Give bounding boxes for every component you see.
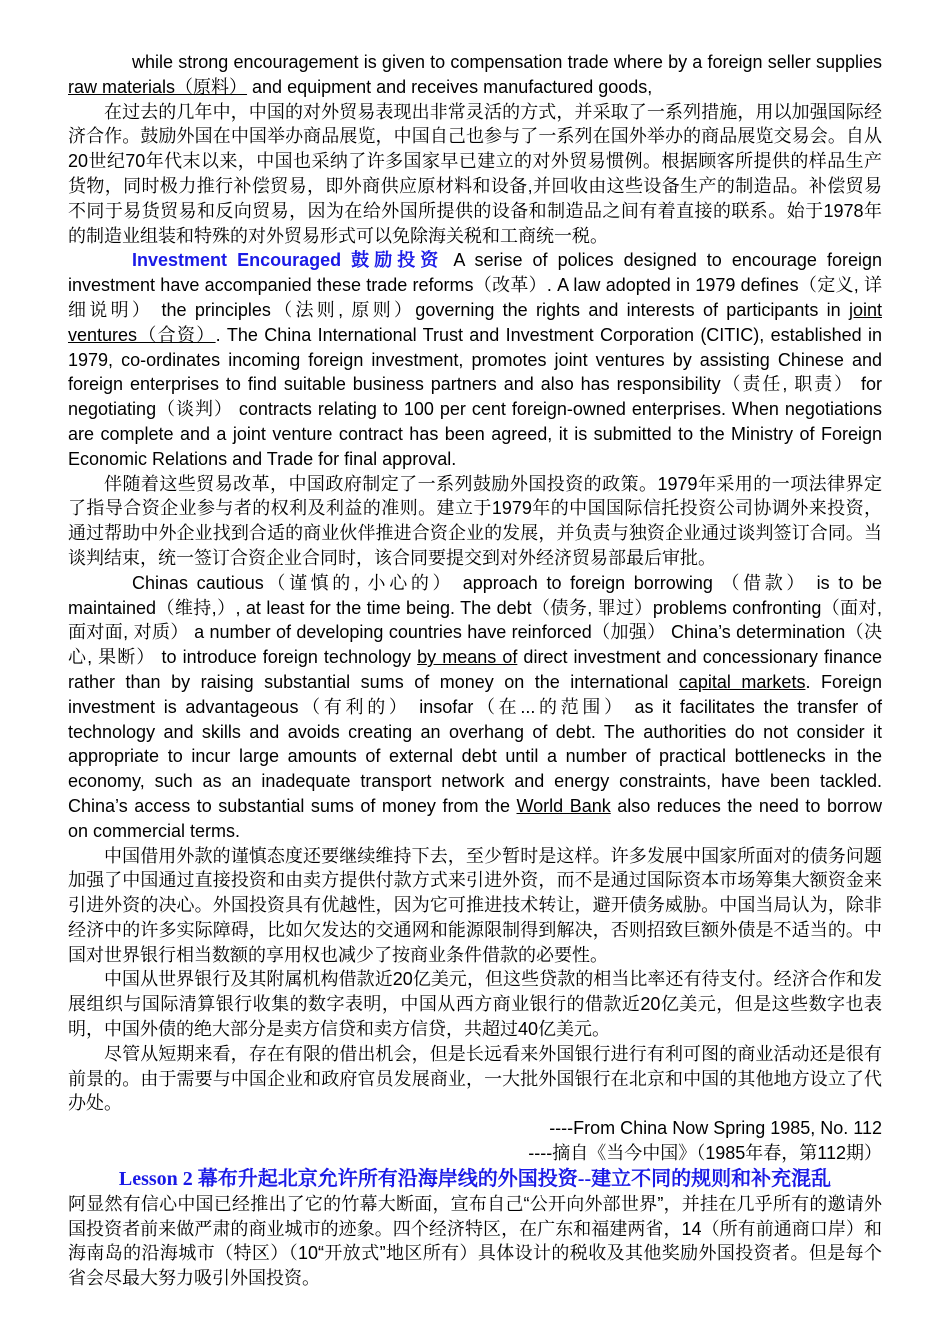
- paragraph-text: and equipment and receives manufactured goods,: [247, 76, 653, 97]
- paragraph-text: 在过去的几年中，中国的对外贸易表现出非常灵活的方式，并采取了一系列措施，用以加强国际经济合作。鼓励外国在中国举办商品展览，中国自己也参与了一系列在国外举办的商品展览交易会。自从20世纪70年代末以来，中国也采纳了许多国家早已建立的对外贸易惯例。根据顾客所提供的样品生产货物，同时极力推行补偿贸易，即外商供应原材料和设备,并回收由这些设备生产的制造品。补偿贸易不同于易货贸易和反向贸易，因为在给外国所提供的设备和制造品之间有着直接的联系。始于1978年的制造业组装和特殊的对外贸易形式可以免除海关税和工商统一税。: [68, 101, 882, 246]
- paragraph-text: 中国借用外款的谨慎态度还要继续维持下去，至少暂时是这样。许多发展中国家所面对的债务问题加强了中国通过直接投资和由卖方提供付款方式来引进外资，而不是通过国际资本市场筹集大额资金来引进外资的决心。外国投资具有优越性，因为它可推进技术转让，避开债务威胁。中国当局认为，除非经济中的许多实际障碍，比如欠发达的交通网和能源限制得到解决，否则招致巨额外债是不适当的。中国对世界银行相当数额的享用权也减少了按商业条件借款的必要性。: [68, 845, 882, 965]
- document-body: [68, 50, 882, 1291]
- underlined-term: raw materials（原料）: [68, 76, 248, 97]
- paragraph-text: . Foreign investment is advantageous（有利的） insofar（在...的范围） as it facilitates the transfer of technology and skills and avoids creating an overhang of debt. The authorities do not consider it appropriate to incur large amounts of external debt until a number of practical bottlenecks in the economy, such as an inadequate transport network and energy constraints, have been tackled. China’s access to substantial sums of money from the: [68, 671, 882, 816]
- section-heading: Investment Encouraged 鼓励投资: [132, 250, 444, 271]
- paragraph-text: while strong encouragement is given to compensation trade where by a foreign seller supplies: [132, 52, 882, 72]
- paragraph: [68, 472, 882, 571]
- paragraph: [68, 571, 882, 844]
- underlined-term: by means of: [417, 647, 518, 668]
- underlined-term: capital markets: [678, 671, 806, 692]
- paragraph-text: A serise of polices designed to encourage foreign investment have accompanied these trade reforms（改革）. A law adopted in 1979 defines（定义, 详细说明） the principles（法则, 原则）governing the rights and interests of participants in: [68, 250, 882, 320]
- paragraph-text: . The China International Trust and Investment Corporation (CITIC), established in 1979, co-ordinates incoming foreign investment, promotes joint ventures by assisting Chinese and foreign enterprises to find suitable business partners and also has responsibility（责任, 职责） for negotiating（谈判） contracts relating to 100 per cent foreign-owned enterprises. When negotiations are complete and a joint venture contract has been agreed, it is submitted to the Ministry of Foreign Economic Relations and Trade for final approval.: [68, 324, 882, 469]
- paragraph-text: 中国从世界银行及其附属机构借款近20亿美元，但这些贷款的相当比率还有待支付。经济合作和发展组织与国际清算银行收集的数字表明，中国从西方商业银行的借款近20亿美元，但是这些数字也表明，中国外债的绝大部分是卖方信贷和卖方信贷，共超过40亿美元。: [68, 969, 882, 1040]
- paragraph: [68, 248, 882, 471]
- paragraph: [68, 100, 882, 249]
- paragraph: [68, 844, 882, 968]
- lesson-paragraph: 阿显然有信心中国已经推出了它的竹幕大断面，宣布自己“公开向外部世界”，并挂在几乎所有的邀请外国投资者前来做严肃的商业城市的迹象。四个经济特区，在广东和福建两省，14（所有前通商口岸）和海南岛的沿海城市（特区）（10“开放式”地区所有）具体设计的税收及其他奖励外国投资者。但是每个省会尽最大努力吸引外国投资。: [68, 1193, 882, 1289]
- source-chinese: ----摘自《当今中国》（1985年春，第112期）: [528, 1143, 882, 1164]
- lesson-title: Lesson 2 幕布升起北京允许所有沿海岸线的外国投资--建立不同的规则和补充混乱: [118, 1167, 832, 1190]
- paragraph: [68, 967, 882, 1041]
- paragraph-text: 尽管从短期来看，存在有限的借出机会，但是长远看来外国银行进行有利可图的商业活动还是很有前景的。由于需要与中国企业和政府官员发展商业，一大批外国银行在北京和中国的其他地方设立了代办处。: [68, 1043, 882, 1114]
- source-english: ----From China Now Spring 1985, No. 112: [549, 1118, 882, 1139]
- article-paragraphs: [68, 50, 882, 1116]
- paragraph: [68, 1042, 882, 1116]
- paragraph: [68, 50, 882, 100]
- underlined-term: joint ventures（合资）: [68, 299, 882, 345]
- paragraph-text: Chinas cautious（谨慎的, 小心的） approach to foreign borrowing （借款） is to be maintained（维持,）, at least for the time being. The debt（债务, 罪过）problems confronting（面对, 面对面, 对质） a number of developing countries have reinforced（加强） China’s determination（决心, 果断） to introduce foreign technology: [68, 572, 882, 668]
- underlined-term: World Bank: [516, 795, 611, 816]
- paragraph-text: also reduces the need to borrow on commercial terms.: [68, 795, 882, 841]
- paragraph-text: 伴随着这些贸易改革，中国政府制定了一系列鼓励外国投资的政策。1979年采用的一项法律界定了指导合资企业参与者的权利及利益的准则。建立于1979年的中国国际信托投资公司协调外来投资，通过帮助中外企业找到合适的商业伙伴推进合资企业的发展，并负责与独资企业通过谈判签订合同。当谈判结束，统一签订合资企业合同时，该合同要提交到对外经济贸易部最后审批。: [68, 473, 882, 568]
- paragraph-text: direct investment and concessionary finance rather than by raising substantial sums of money on the international: [68, 647, 882, 692]
